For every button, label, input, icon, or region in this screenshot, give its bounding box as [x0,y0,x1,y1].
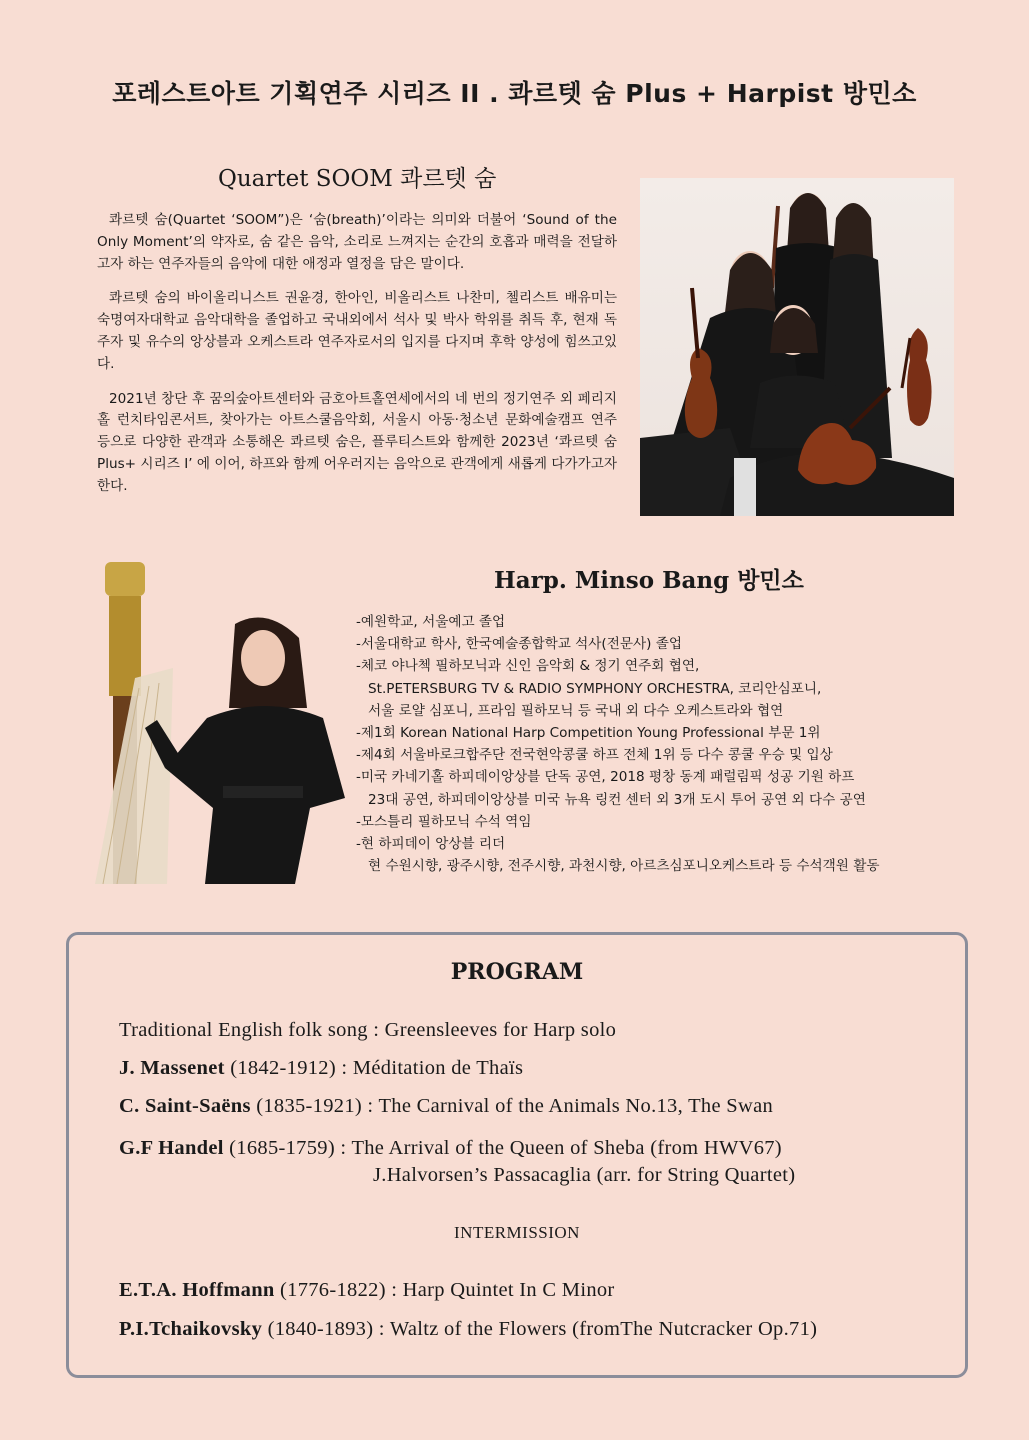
harpist-heading: Harp. Minso Bang 방민소 [494,567,804,594]
intermission-label: INTERMISSION [454,1223,580,1242]
bio-line: -예원학교, 서울예고 졸업 [356,614,506,630]
program-item [373,1164,795,1187]
program-years: (1840-1893) : [262,1318,390,1340]
program-work: Harp Quintet In C Minor [402,1279,615,1301]
program-work: J.Halvorsen’s Passacaglia (arr. for String Quartet) [373,1164,796,1186]
program-work: The Arrival of the Queen of Sheba (from HWV67) [351,1137,782,1159]
program-work: Waltz of the Flowers (fromThe Nutcracker Op.71) [389,1318,818,1340]
program-item [119,1095,773,1118]
program-composer: J. Massenet [119,1057,225,1079]
quartet-description [97,210,617,511]
program-item [119,1057,523,1080]
program-composer: P.I.Tchaikovsky [119,1318,263,1340]
program-box [66,932,968,1378]
bio-line: 23대 공연, 하피데이앙상블 미국 뉴욕 링컨 센터 외 3개 도시 투어 공연 외 다수 공연 [368,791,866,808]
program-work: Méditation de Thaïs [352,1057,524,1079]
program-item [119,1279,615,1302]
program-composer: G.F Handel [119,1137,224,1159]
quartet-paragraph-1: 콰르텟 숨(Quartet ‘SOOM”)은 ‘숨(breath)’이라는 의미와 더불어 ‘Sound of the Only Moment’의 약자로, 숨 같은 음악, 소리로 느껴지는 순간의 호흡과 매력을 전달하고자 하는 연주자들의 음악에 대한 애정과 열정을 담은 말이다. [97,212,617,272]
harpist-bio [356,611,996,877]
quartet-paragraph-3: 2021년 창단 후 꿈의숲아트센터와 금호아트홀연세에서의 네 번의 정기연주 외 페리지홀 런치타임콘서트, 찾아가는 아트스쿨음악회, 서울시 아동·청소년 문화예술캠프 연주 등으로 다양한 관객과 소통해온 콰르텟 숨은, 플루티스트와 함께한 2023년 ‘콰르텟 숨 Plus+ 시리즈 I’ 에 이어, 하프와 함께 어우러지는 음악으로 관객에게 새롭게 다가가고자 한다. [97,390,617,494]
bio-line: -체코 야나첵 필하모닉과 신인 음악회 & 정기 연주회 협연, [356,658,700,675]
program-work: The Carnival of the Animals No.13, The Swan [378,1095,774,1117]
program-work: Traditional English folk song : Greensleeves for Harp solo [119,1019,617,1041]
bio-line: -미국 카네기홀 하피데이앙상블 단독 공연, 2018 평창 동계 패럴림픽 성공 기원 하프 [356,769,855,786]
bio-line: 현 수원시향, 광주시향, 전주시향, 과천시향, 아르츠심포니오케스트라 등 수석객원 활동 [368,858,880,875]
quartet-paragraph-2: 콰르텟 숨의 바이올리니스트 권윤경, 한아인, 비올리스트 나찬미, 첼리스트 배유미는 숙명여자대학교 음악대학을 졸업하고 국내외에서 석사 및 박사 학위를 취득 후, 현재 독주자 및 유수의 앙상블과 오케스트라 연주자로서의 입지를 다지며 후학 양성에 힘쓰고있다. [97,290,617,372]
program-years: (1685-1759) : [223,1137,352,1159]
bio-line: -제4회 서울바로크합주단 전국현악콩쿨 하프 전체 1위 등 다수 콩쿨 우승 및 입상 [356,747,833,764]
bio-line: 서울 로얄 심포니, 프라임 필하모닉 등 국내 외 다수 오케스트라와 협연 [368,702,784,719]
quartet-photo [640,178,954,516]
quartet-heading: Quartet SOOM 콰르텟 숨 [218,166,497,192]
program-composer: C. Saint-Saëns [119,1095,251,1117]
bio-line: -서울대학교 학사, 한국예술종합학교 석사(전문사) 졸업 [356,636,683,653]
program-title: PROGRAM [450,959,584,985]
program-item [119,1019,616,1042]
program-years: (1776-1822) : [274,1279,403,1301]
program-years: (1835-1921) : [250,1095,379,1117]
bio-line: -제1회 Korean National Harp Competition Young Professional 부문 1위 [356,725,821,742]
program-item [119,1137,782,1160]
program-years: (1842-1912) : [224,1057,353,1079]
bio-line: -모스틀리 필하모닉 수석 역임 [356,813,532,830]
program-composer: E.T.A. Hoffmann [119,1279,275,1301]
bio-line: -현 하피데이 앙상블 리더 [356,836,506,853]
harpist-photo [95,558,350,884]
page-title: 포레스트아트 기획연주 시리즈 II . 콰르텟 숨 Plus + Harpist 방민소 [112,79,917,108]
bio-line: St.PETERSBURG TV & RADIO SYMPHONY ORCHESTRA, 코리안심포니, [368,680,822,697]
program-item [119,1318,817,1341]
